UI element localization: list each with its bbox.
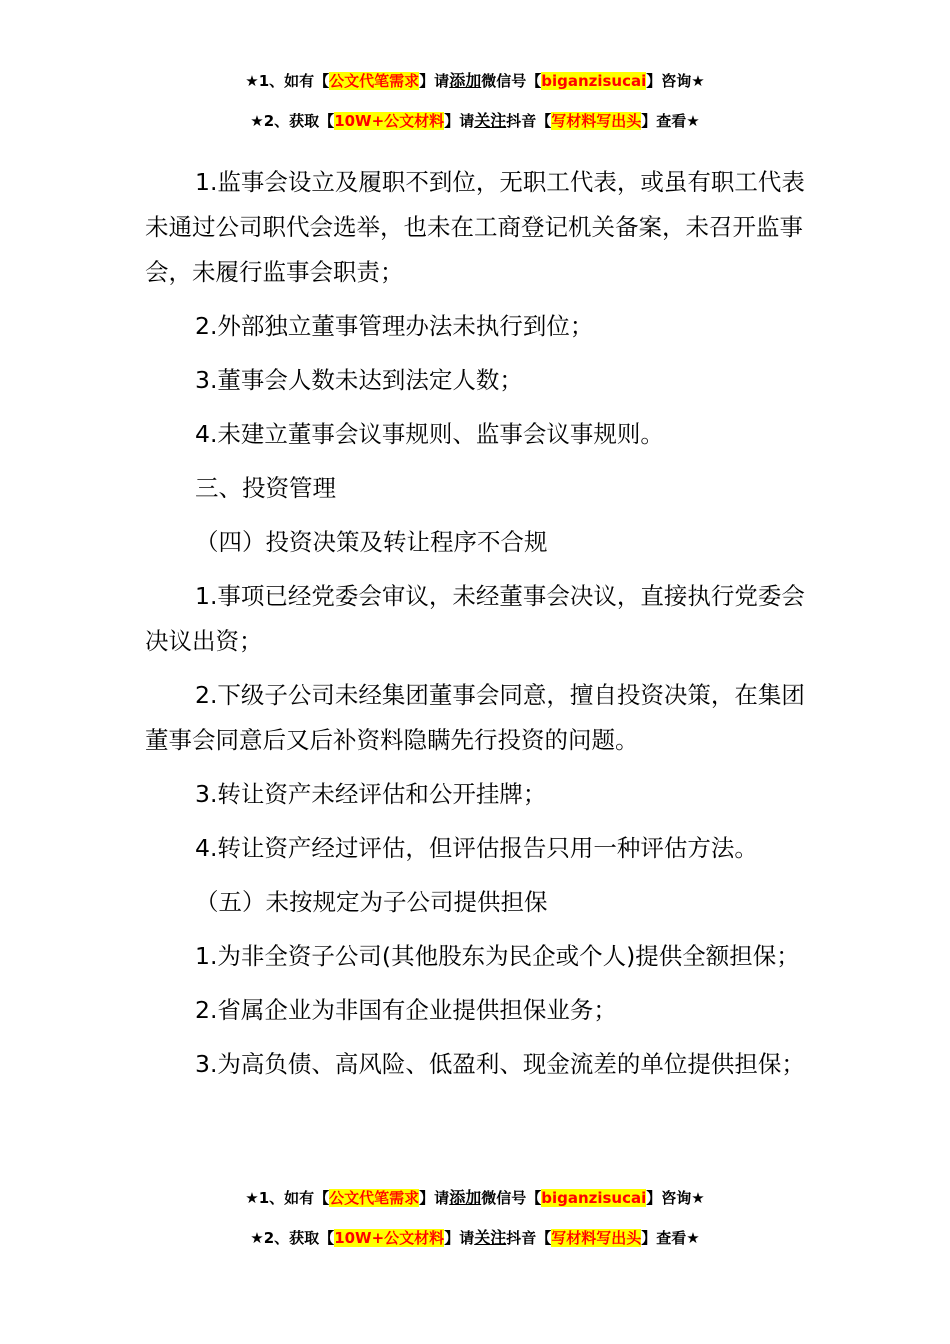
paragraph: 2.外部独立董事管理办法未执行到位； xyxy=(195,312,594,340)
banner-text: ★1、如有【 xyxy=(245,1189,330,1207)
banner-underline: 关注 xyxy=(474,1228,507,1247)
paragraph: 2.省属企业为非国有企业提供担保业务； xyxy=(195,996,617,1024)
banner-highlight: 10W+公文材料 xyxy=(334,1229,445,1247)
banner-text: 】查看★ xyxy=(641,1229,700,1247)
banner-text: 】请 xyxy=(419,72,450,90)
section-heading: 三、投资管理 xyxy=(195,474,336,502)
paragraph: 4.转让资产经过评估，但评估报告只用一种评估方法。 xyxy=(195,834,758,862)
document-body xyxy=(145,160,810,1096)
banner-highlight: 10W+公文材料 xyxy=(334,112,445,130)
footer-banner-line-1 xyxy=(0,1188,950,1208)
paragraph: 1.监事会设立及履职不到位，无职工代表，或虽有职工代表未通过公司职代会选举，也未在工商登记机关备案，未召开监事会，未履行监事会职责； xyxy=(145,168,805,286)
banner-text: ★2、获取【 xyxy=(250,112,335,130)
banner-highlight: biganzisucai xyxy=(541,72,647,90)
banner-text: 】请 xyxy=(419,1189,450,1207)
banner-text: 】请 xyxy=(444,112,475,130)
paragraph: 3.董事会人数未达到法定人数； xyxy=(195,366,523,394)
banner-text: 微信号【 xyxy=(481,72,542,90)
paragraph: 4.未建立董事会议事规则、监事会议事规则。 xyxy=(195,420,664,448)
banner-text: 】咨询★ xyxy=(646,1189,705,1207)
paragraph: 2.下级子公司未经集团董事会同意，擅自投资决策，在集团董事会同意后又后补资料隐瞒先行投资的问题。 xyxy=(145,681,805,754)
banner-text: 】请 xyxy=(444,1229,475,1247)
header-banner-line-1 xyxy=(0,71,950,91)
banner-text: 抖音【 xyxy=(506,112,552,130)
banner-text: 微信号【 xyxy=(481,1189,542,1207)
paragraph: 3.为高负债、高风险、低盈利、现金流差的单位提供担保； xyxy=(195,1050,805,1078)
subsection-heading: （五）未按规定为子公司提供担保 xyxy=(195,888,548,916)
paragraph: 3.转让资产未经评估和公开挂牌； xyxy=(195,780,547,808)
banner-text: 】咨询★ xyxy=(646,72,705,90)
banner-highlight: 公文代笔需求 xyxy=(329,72,420,90)
subsection-heading: （四）投资决策及转让程序不合规 xyxy=(195,528,548,556)
banner-text: 】查看★ xyxy=(641,112,700,130)
banner-highlight: biganzisucai xyxy=(541,1189,647,1207)
header-banner-line-2 xyxy=(0,111,950,131)
banner-text: 抖音【 xyxy=(506,1229,552,1247)
banner-underline: 关注 xyxy=(474,111,507,130)
banner-underline: 添加 xyxy=(449,71,482,90)
banner-highlight: 公文代笔需求 xyxy=(329,1189,420,1207)
banner-highlight: 写材料写出头 xyxy=(551,1229,642,1247)
banner-text: ★1、如有【 xyxy=(245,72,330,90)
footer-banner-line-2 xyxy=(0,1228,950,1248)
banner-text: ★2、获取【 xyxy=(250,1229,335,1247)
banner-highlight: 写材料写出头 xyxy=(551,112,642,130)
banner-underline: 添加 xyxy=(449,1188,482,1207)
paragraph: 1.事项已经党委会审议，未经董事会决议，直接执行党委会决议出资； xyxy=(145,582,805,655)
paragraph: 1.为非全资子公司(其他股东为民企或个人)提供全额担保； xyxy=(195,942,800,970)
